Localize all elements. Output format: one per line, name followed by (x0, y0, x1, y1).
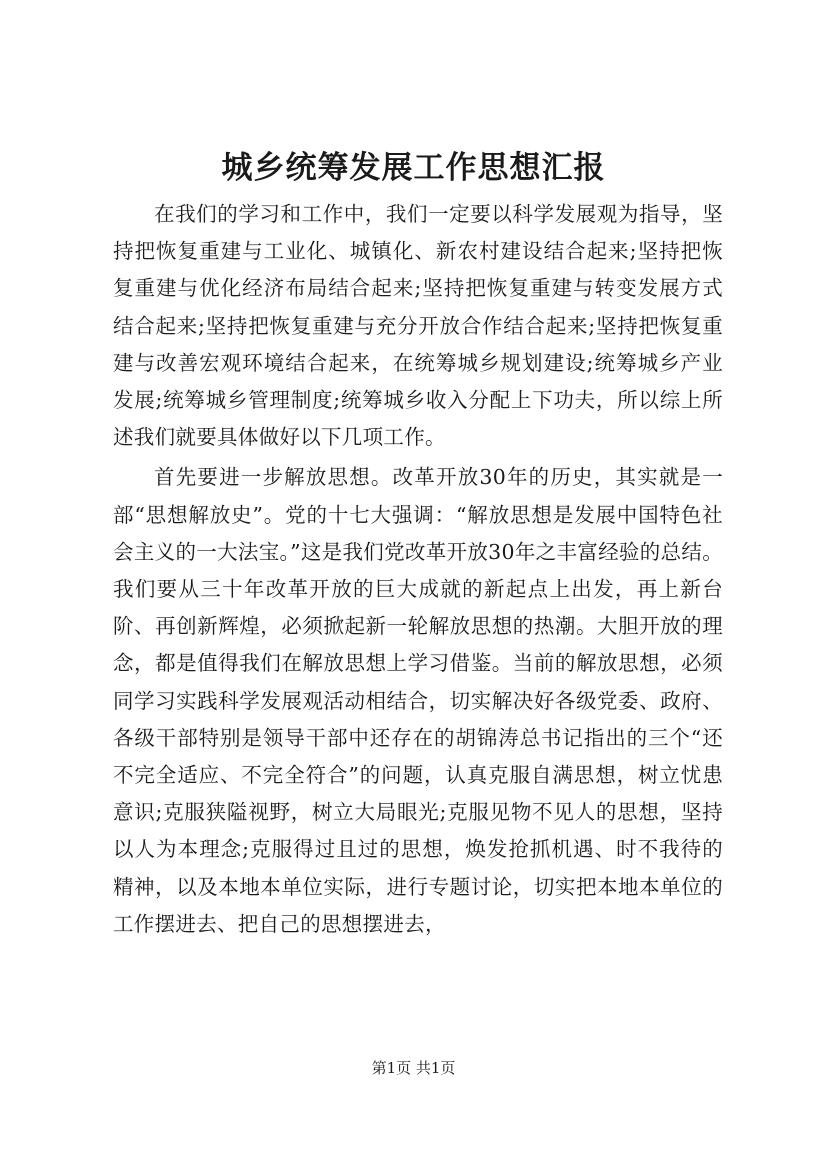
paragraph-1: 在我们的学习和工作中，我们一定要以科学发展观为指导，坚持把恢复重建与工业化、城镇化、新农村建设结合起来;坚持把恢复重建与优化经济布局结合起来;坚持把恢复重建与转变发展方式结合起来;坚持把恢复重建与充分开放合作结合起来;坚持把恢复重建与改善宏观环境结合起来，在统筹城乡规划建设;统筹城乡产业发展;统筹城乡管理制度;统筹城乡收入分配上下功夫，所以综上所述我们就要具体做好以下几项工作。 (113, 202, 723, 450)
paragraph-2: 首先要进一步解放思想。改革开放30年的历史，其实就是一部“思想解放史”。党的十七大强调：“解放思想是发展中国特色社会主义的一大法宝。”这是我们党改革开放30年之丰富经验的总结。我们要从三十年改革开放的巨大成就的新起点上出发，再上新台阶、再创新辉煌，必须掀起新一轮解放思想的热潮。大胆开放的理念，都是值得我们在解放思想上学习借鉴。当前的解放思想，必须同学习实践科学发展观活动相结合，切实解决好各级党委、政府、各级干部特别是领导干部中还存在的胡锦涛总书记指出的三个“还不完全适应、不完全符合”的问题，认真克服自满思想，树立忧患意识;克服狭隘视野，树立大局眼光;克服见物不见人的思想，坚持以人为本理念;克服得过且过的思想，焕发抢抓机遇、时不我待的精神，以及本地本单位实际，进行专题讨论，切实把本地本单位的工作摆进去、把自己的思想摆进去， (113, 465, 723, 936)
document-title: 城乡统筹发展工作思想汇报 (221, 150, 606, 186)
document-body (113, 196, 723, 943)
page-footer (0, 1058, 827, 1078)
page-number-label: 第1页 共1页 (371, 1059, 456, 1077)
